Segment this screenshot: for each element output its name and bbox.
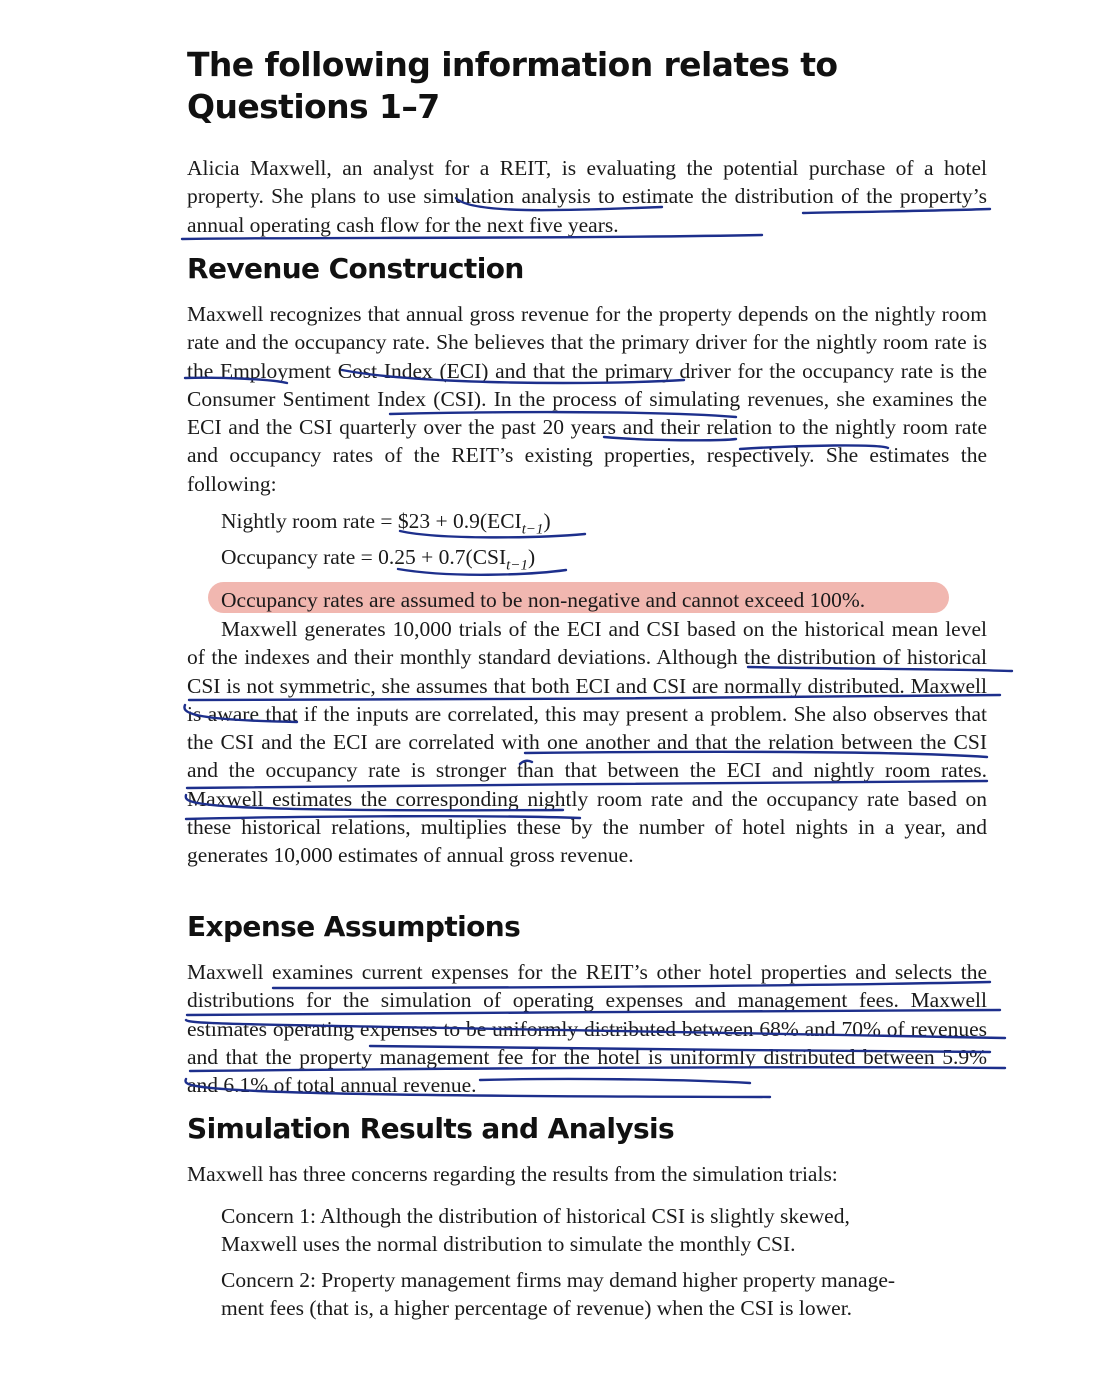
equation-occupancy-subscript: t−1: [506, 557, 528, 574]
revenue-paragraph: Maxwell recognizes that annual gross revenue for the property depends on the nightly room rate and the occupancy rate. She believes that the primary driver for the nightly room rate is the Employment Cost Index (ECI) and that the primary driver for the occupancy rate is the Consumer Sentiment Index (CSI). In the process of simulating revenues, she examines the ECI and the CSI quarterly over the past 20 years and their relation to the nightly room rate and occupancy rates of the REIT’s existing properties, respectively. She estimates the following:: [187, 302, 987, 496]
equation-occupancy-text: Occupancy rate = 0.25 + 0.7(CSI: [221, 545, 507, 569]
equation-occupancy-rate: [221, 543, 536, 574]
concern-1-line-2: Maxwell uses the normal distribution to simulate the monthly CSI.: [221, 1232, 796, 1256]
concern-2: [221, 1266, 981, 1322]
concern-2-line-2: ment fees (that is, a higher percentage of revenue) when the CSI is lower.: [221, 1296, 853, 1320]
simulation-paragraph: Maxwell generates 10,000 trials of the ECI and CSI based on the historical mean level of the indexes and their monthly standard deviations. Although the distribution of historical CSI is not symmetric, she assumes that both ECI and CSI are normally distributed. Maxwell is aware that if the inputs are correlated, this may present a problem. She also observes that the CSI and the ECI are correlated with one another and that the relation between the CSI and the occupancy rate is stronger than that between the ECI and nightly room rates. Maxwell estimates the corresponding nightly room rate and the occupancy rate based on these historical relations, multiplies these by the number of hotel nights in a year, and generates 10,000 estimates of annual gross revenue.: [187, 617, 987, 868]
occupancy-note: Occupancy rates are assumed to be non-negative and cannot exceed 100%.: [221, 588, 866, 612]
heading-revenue-construction: Revenue Construction: [187, 252, 524, 285]
intro-paragraph: Alicia Maxwell, an analyst for a REIT, is evaluating the potential purchase of a hotel property. She plans to use simulation analysis to estimate the distribution of the property’s annual operating cash flow for the next five years.: [187, 156, 987, 237]
results-paragraph: Maxwell has three concerns regarding the results from the simulation trials:: [187, 1162, 838, 1186]
concern-1: [221, 1202, 981, 1258]
heading-expense-assumptions: Expense Assumptions: [187, 910, 521, 943]
concern-2-line-1: Concern 2: Property management firms may demand higher property manage-: [221, 1268, 896, 1292]
equation-occupancy-close: ): [527, 545, 536, 569]
heading-simulation-results: Simulation Results and Analysis: [187, 1112, 675, 1145]
page-title: The following information relates to Questions 1–7: [187, 45, 838, 126]
equation-room-rate-close: ): [543, 509, 551, 533]
equation-nightly-room-rate: [221, 507, 551, 538]
expense-paragraph: Maxwell examines current expenses for the REIT’s other hotel properties and selects the distributions for the simulation of operating expenses and management fees. Maxwell estimates operating expenses to be uniformly distributed between 68% and 70% of revenues and that the property management fee for the hotel is uniformly distributed between 5.9% and 6.1% of total annual revenue.: [187, 960, 987, 1098]
concern-1-line-1: Concern 1: Although the distribution of historical CSI is slightly skewed,: [221, 1204, 850, 1228]
equation-room-rate-subscript: t−1: [521, 521, 544, 538]
equation-room-rate-text: Nightly room rate = $23 + 0.9(ECI: [221, 509, 522, 533]
